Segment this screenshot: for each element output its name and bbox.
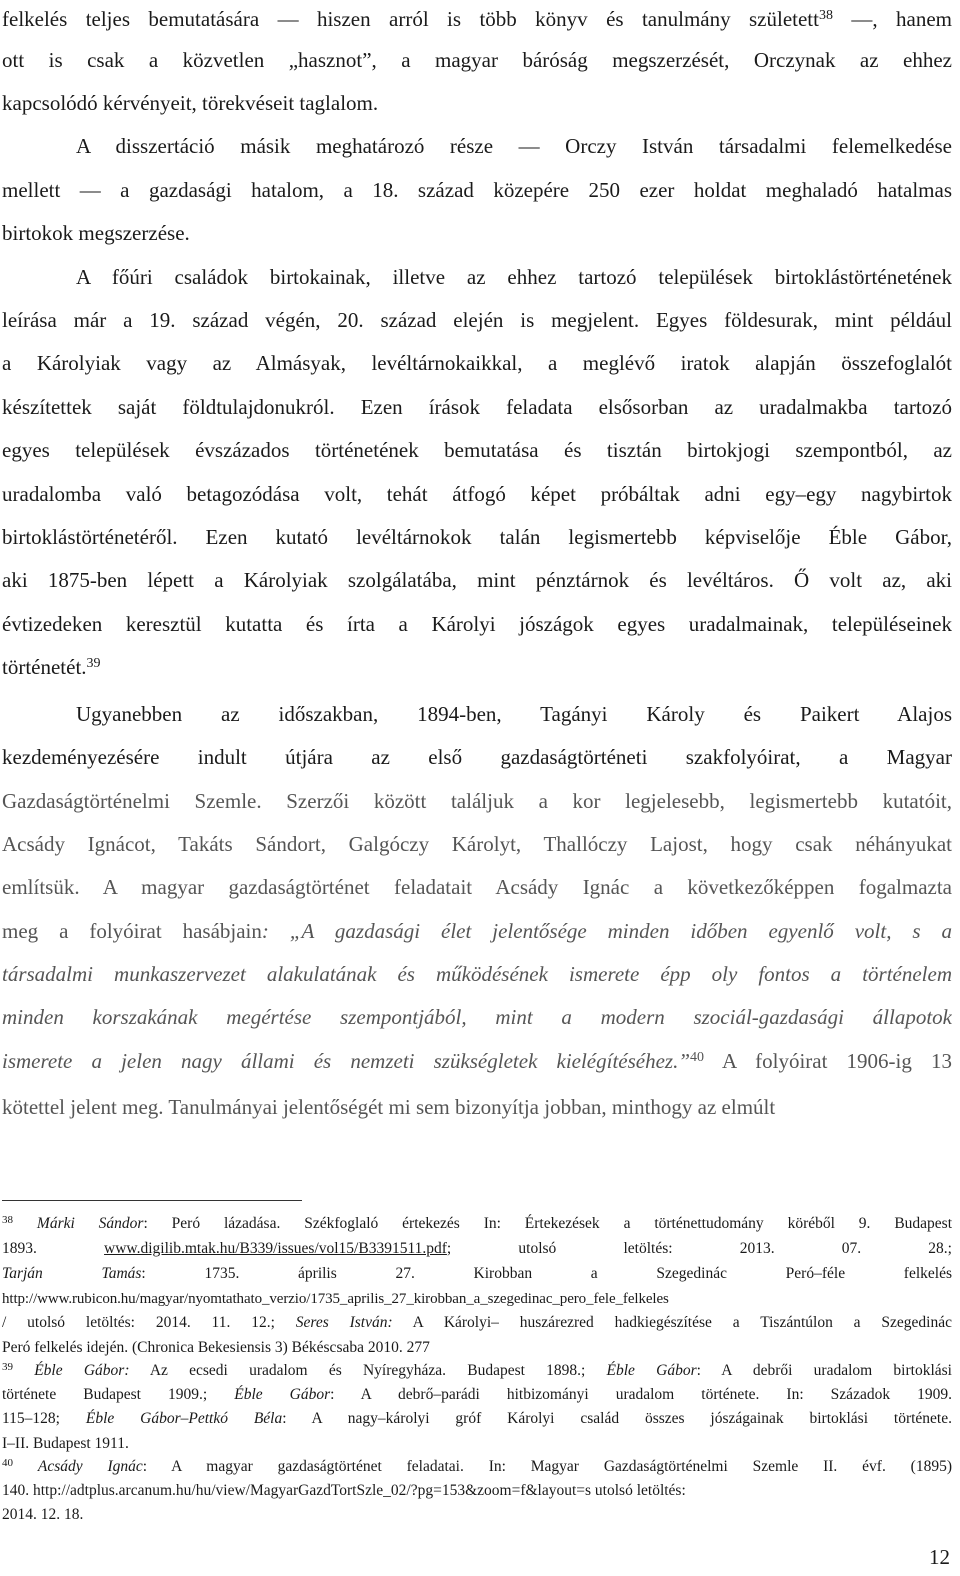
body-line: társadalmi munkaszervezet alakulatának és működésének ismerete épp oly fontos a történelem [2, 962, 952, 986]
footnote-line: / utolsó letöltés: 2014. 11. 12.; Seres István: A Károlyi– huszárezred hadkiegészítése a Tiszántúlon a Szegedinác [2, 1314, 952, 1331]
footnote-line: Tarján Tamás: 1735. április 27. Kirobban a Szegedinác Peró–féle felkelés [2, 1265, 952, 1282]
footnote-line: 1893. www.digilib.mtak.hu/B339/issues/vol15/B3391511.pdf; utolsó letöltés: 2013. 07. 28.; [2, 1240, 952, 1257]
body-line: A főúri családok birtokainak, illetve az ehhez tartozó települések birtoklástörténetének [76, 265, 952, 289]
body-line: kötettel jelent meg. Tanulmányai jelentőségét mi sem bizonyítja jobban, minthogy az elmúlt [2, 1095, 776, 1119]
body-line: uradalomba való betagozódása volt, tehát átfogó képet próbáltak adni egy–egy nagybirtok [2, 482, 952, 506]
body-line: Ugyanebben az időszakban, 1894-ben, Tagányi Károly és Paikert Alajos [76, 702, 952, 726]
footnote-line: I–II. Budapest 1911. [2, 1435, 129, 1452]
body-line: A disszertáció másik meghatározó része — Orczy István társadalmi felemelkedése [76, 134, 952, 158]
body-line: birtokok megszerzése. [2, 221, 190, 245]
page-number: 12 [929, 1545, 950, 1569]
body-line: készítettek saját földtulajdonukról. Ezen írások feladata elsősorban az uradalmakba tartozó [2, 395, 952, 419]
body-line: aki 1875-ben lépett a Károlyiak szolgálatába, mint pénztárnok és levéltáros. Ő volt az, aki [2, 568, 952, 592]
body-line: kezdeményezésére indult útjára az első gazdaságtörténeti szakfolyóirat, a Magyar [2, 745, 952, 769]
footnote-line: története Budapest 1909.; Éble Gábor: A debrő–parádi hitbizományi uradalom története. In: Századok 1909. [2, 1386, 952, 1403]
body-line: egyes települések évszázados történetének bemutatása és tisztán birtokjogi szempontból, az [2, 438, 952, 462]
footnote-line: 115–128; Éble Gábor–Pettkó Béla: A nagy–károlyi gróf Károlyi család összes jószágainak birtoklási története. [2, 1410, 952, 1427]
footnote-ref-39[interactable]: 39 [86, 656, 101, 671]
body-line: kapcsolódó kérvényeit, törekvéseit taglalom. [2, 91, 379, 115]
footnote-link[interactable]: http://www.rubicon.hu/magyar/nyomtathato_verzio/1735_aprilis_27_kirobban_a_szegedinac_pero_fele_felkeles [2, 1291, 669, 1307]
footnote-ref-38[interactable]: 38 [818, 8, 833, 23]
body-line: történetét.$^{39}$ [2, 655, 101, 679]
body-line: minden korszakának megértése szempontjából, mint a modern szociál-gazdasági állapotok [2, 1005, 952, 1029]
body-line: évtizedeken keresztül kutatta és írta a Károlyi jószágok egyes uradalmainak, településeinek [2, 612, 952, 636]
footnote-40: $^{40}$ Acsády Ignác: A magyar gazdaságtörténet feladatai. In: Magyar Gazdaságtörténelmi Szemle II. évf. (1895) [2, 1457, 952, 1475]
body-line: leírása már a 19. század végén, 20. század elején is megjelent. Egyes földesurak, mint például [2, 308, 952, 332]
footnote-link[interactable]: www.digilib.mtak.hu/B339/issues/vol15/B3391511.pdf [104, 1240, 447, 1257]
footnote-line: 140. http://adtplus.arcanum.hu/hu/view/MagyarGazdTortSzle_02/?pg=153&zoom=f&layout=s utolsó letöltés: [2, 1482, 686, 1499]
footnote-separator [2, 1200, 302, 1201]
footnote-line: Peró felkelés idején. (Chronica Bekesiensis 3) Békéscsaba 2010. 277 [2, 1339, 430, 1356]
footnote-39: $^{39}$ Éble Gábor: Az ecsedi uradalom és Nyíregyháza. Budapest 1898.; Éble Gábor: A debrői uradalom birtoklási [2, 1361, 952, 1379]
footnote-ref-40[interactable]: 40 [690, 1050, 705, 1065]
body-line: felkelés teljes bemutatására — hiszen arról is több könyv és tanulmány született$^{38}$ —, hanem [2, 7, 952, 31]
body-line: említsük. A magyar gazdaságtörténet feladatait Acsády Ignác a következőképpen fogalmazta [2, 875, 952, 899]
body-line: ott is csak a közvetlen „hasznot”, a magyar báróság megszerzését, Orczynak az ehhez [2, 48, 952, 72]
body-line: Acsády Ignácot, Takáts Sándort, Galgóczy Károlyt, Thallóczy Lajost, hogy csak néhányukat [2, 832, 952, 856]
footnote-38: $^{38}$ Márki Sándor: Peró lázadása. Székfoglaló értekezés In: Értekezések a történettudomány köréből 9. Budapest [2, 1214, 952, 1232]
footnote-line: 2014. 12. 18. [2, 1506, 84, 1523]
body-line: a Károlyiak vagy az Almásyak, levéltárnokaikkal, a meglévő iratok alapján összefoglalót [2, 351, 952, 375]
body-line: ismerete a jelen nagy állami és nemzeti szükségletek kielégítéséhez.”$^{40}$ A folyóirat 1906-ig 13 [2, 1049, 952, 1073]
body-line: mellett — a gazdasági hatalom, a 18. század közepére 250 ezer holdat meghaladó hatalmas [2, 178, 952, 202]
body-line: meg a folyóirat hasábjain: „A gazdasági élet jelentősége minden időben egyenlő volt, s a [2, 919, 952, 943]
body-line: Gazdaságtörténelmi Szemle. Szerzői között találjuk a kor legjelesebb, legismertebb kutatóit, [2, 789, 952, 813]
body-line: birtoklástörténetéről. Ezen kutató levéltárnokok talán legismertebb képviselője Éble Gábor, [2, 525, 952, 549]
